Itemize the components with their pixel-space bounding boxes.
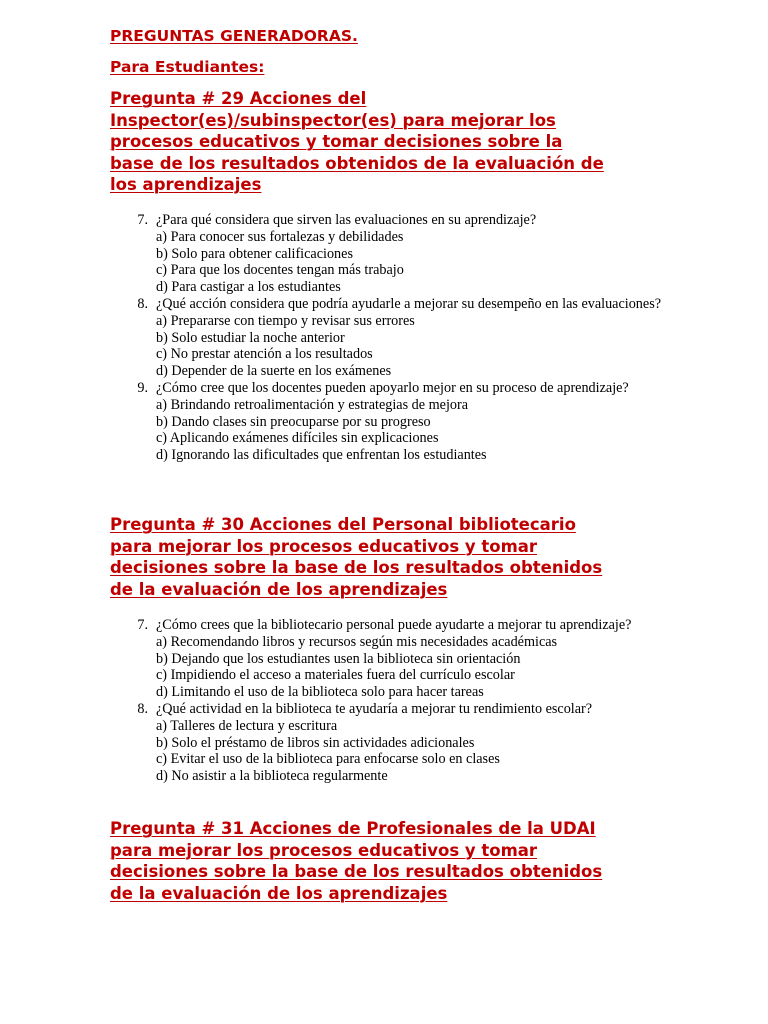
question-number: 8. — [137, 295, 148, 312]
question-text: ¿Cómo crees que la bibliotecario personal puede ayudarte a mejorar tu aprendizaje? — [156, 617, 632, 633]
heading-line: para mejorar los procesos educativos y tomar — [110, 840, 538, 860]
section-heading-29 — [110, 88, 670, 196]
section-heading-30 — [110, 514, 670, 600]
heading-line: Pregunta # 30 Acciones del Personal bibliotecario — [110, 515, 576, 534]
answer-option: a) Talleres de lectura y escritura — [156, 717, 338, 734]
document-title: PREGUNTAS GENERADORAS. — [110, 27, 358, 45]
question-text: ¿Qué actividad en la biblioteca te ayudaría a mejorar tu rendimiento escolar? — [156, 700, 593, 717]
question-text: ¿Cómo cree que los docentes pueden apoyarlo mejor en su proceso de aprendizaje? — [156, 379, 629, 396]
question-item — [130, 296, 690, 380]
answer-option: b) Solo estudiar la noche anterior — [156, 329, 345, 346]
heading-line: procesos educativos y tomar decisiones sobre la — [110, 132, 563, 151]
question-number: 7. — [137, 617, 148, 633]
question-number: 7. — [137, 212, 148, 228]
heading-line: de la evaluación de los aprendizajes — [110, 579, 448, 599]
answer-option: c) No prestar atención a los resultados — [156, 346, 373, 363]
answer-option: c) Evitar el uso de la biblioteca para enfocarse solo en clases — [156, 751, 500, 768]
heading-line: base de los resultados obtenidos de la evaluación de — [110, 153, 604, 173]
heading-line: Inspector(es)/subinspector(es) para mejorar los — [110, 110, 556, 130]
answer-option: d) Ignorando las dificultades que enfrentan los estudiantes — [156, 447, 487, 464]
answer-option: a) Recomendando libros y recursos según mis necesidades académicas — [156, 633, 558, 650]
heading-line: los aprendizajes — [110, 175, 262, 194]
heading-line: para mejorar los procesos educativos y tomar — [110, 536, 538, 556]
question-text: ¿Qué acción considera que podría ayudarle a mejorar su desempeño en las evaluaciones? — [156, 295, 662, 312]
answer-option: b) Dando clases sin preocuparse por su progreso — [156, 413, 431, 430]
answer-option: a) Para conocer sus fortalezas y debilidades — [156, 228, 404, 245]
audience-subtitle: Para Estudiantes: — [110, 58, 265, 76]
answer-option: c) Impidiendo el acceso a materiales fuera del currículo escolar — [156, 667, 515, 684]
heading-line: Pregunta # 29 Acciones del — [110, 89, 367, 108]
heading-line: de la evaluación de los aprendizajes — [110, 883, 448, 903]
question-item — [130, 212, 690, 296]
answer-option: b) Solo el préstamo de libros sin actividades adicionales — [156, 734, 475, 751]
question-list-29 — [130, 212, 690, 464]
heading-line: Pregunta # 31 Acciones de Profesionales de la UDAI — [110, 819, 596, 838]
answer-option: b) Solo para obtener calificaciones — [156, 245, 353, 262]
question-item — [130, 380, 690, 464]
answer-option: d) Limitando el uso de la biblioteca solo para hacer tareas — [156, 684, 484, 701]
question-item — [130, 701, 690, 785]
heading-line: decisiones sobre la base de los resultados obtenidos — [110, 558, 603, 577]
question-list-30 — [130, 617, 690, 785]
answer-option: d) No asistir a la biblioteca regularmente — [156, 768, 388, 785]
heading-line: decisiones sobre la base de los resultados obtenidos — [110, 862, 603, 881]
question-number: 9. — [137, 379, 148, 396]
answer-option: c) Para que los docentes tengan más trabajo — [156, 262, 404, 279]
answer-option: c) Aplicando exámenes difíciles sin explicaciones — [156, 430, 439, 447]
question-item — [130, 617, 690, 701]
answer-option: d) Para castigar a los estudiantes — [156, 279, 341, 296]
section-heading-31 — [110, 818, 670, 904]
answer-option: b) Dejando que los estudiantes usen la biblioteca sin orientación — [156, 650, 521, 667]
question-number: 8. — [137, 700, 148, 717]
question-text: ¿Para qué considera que sirven las evaluaciones en su aprendizaje? — [156, 212, 537, 228]
answer-option: d) Depender de la suerte en los exámenes — [156, 363, 392, 380]
answer-option: a) Prepararse con tiempo y revisar sus errores — [156, 312, 415, 329]
answer-option: a) Brindando retroalimentación y estrategias de mejora — [156, 396, 469, 413]
